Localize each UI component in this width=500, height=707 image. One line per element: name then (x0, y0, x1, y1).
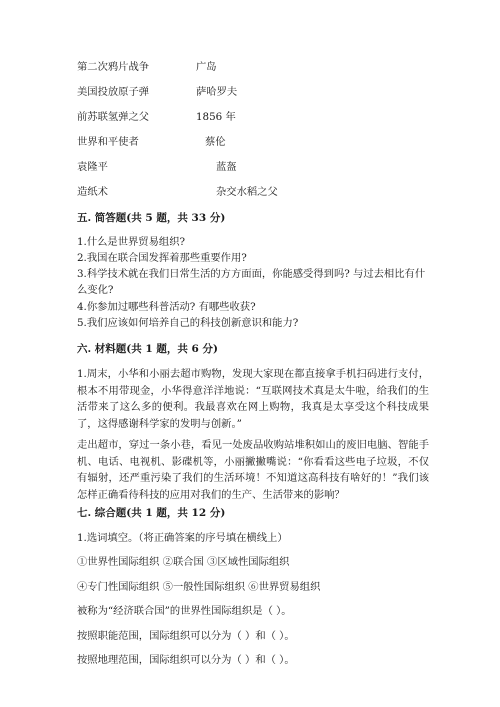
match-left-4: 世界和平使者 (77, 136, 139, 148)
match-right-1: 广岛 (196, 61, 217, 73)
section-5-q1: 1.什么是世界贸易组织? (77, 236, 186, 248)
match-left-6: 造纸术 (77, 186, 108, 198)
section-7-blank-1: 被称为“经济联合国”的世界性国际组织是（ ）。 (77, 605, 292, 617)
match-right-3: 1856 年 (196, 111, 236, 123)
section-6-material-paragraph-1: 1.周末，小华和小丽去超市购物，发现大家现在都直接拿手机扫码进行支付，根本不用带现金，小华得意洋洋地说：“互联网技术真是太牛啦，给我们的生活带来了这么多的便利。我最喜欢在网上购物，我真是太享受这个科技成果了，这得感谢科学家的发明与创新。” (77, 368, 429, 430)
section-5-heading: 五. 简答题(共 5 题，共 33 分) (77, 212, 226, 224)
section-5-q3: 3.科学技术就在我们日常生活的方方面面，你能感受得到吗? 与过去相比有什 (77, 268, 426, 280)
section-7-options-row-1: ①世界性国际组织 ②联合国 ③区域性国际组织 (77, 556, 290, 568)
section-5-q4: 4.你参加过哪些科普活动? 有哪些收获? (77, 301, 256, 313)
match-right-2: 萨哈罗夫 (196, 86, 238, 98)
section-7-instruction: 1.选词填空。（将正确答案的序号填在横线上） (77, 532, 288, 544)
match-left-5: 袁隆平 (77, 161, 108, 173)
section-7-options-row-2: ④专门性国际组织 ⑤一般性国际组织 ⑥世界贸易组织 (77, 581, 321, 593)
section-7-blank-3: 按照地理范围，国际组织可以分为（ ）和（ ）。 (77, 654, 295, 666)
match-left-1: 第二次鸦片战争 (77, 61, 150, 73)
match-right-5: 蓝盔 (216, 161, 237, 173)
section-6-heading: 六. 材料题(共 1 题，共 6 分) (77, 343, 218, 355)
section-7-blank-2: 按照职能范围，国际组织可以分为（ ）和（ ）。 (77, 630, 295, 642)
match-left-3: 前苏联氢弹之父 (77, 111, 150, 123)
match-right-6: 杂交水稻之父 (216, 186, 278, 198)
section-5-q3-cont: 么变化? (77, 284, 114, 296)
section-7-heading: 七. 综合题(共 1 题，共 12 分) (77, 507, 226, 519)
section-6-material-paragraph-2: 走出超市，穿过一条小巷，看见一处废品收购站堆积如山的废旧电脑、智能手机、电话、电视机、影碟机等，小丽撇撇嘴说：“你看看这些电子垃圾，不仅有辐射，还严重污染了我们的生活环境！不知道这高科技有啥好的！”我们该怎样正确看待科技的应用对我们的生产、生活带来的影响？ (77, 439, 429, 501)
match-right-4: 蔡伦 (205, 136, 226, 148)
section-5-q2: 2.我国在联合国发挥着那些重要作用? (77, 252, 247, 264)
section-5-q5: 5.我们应该如何培养自己的科技创新意识和能力? (77, 317, 299, 329)
match-left-2: 美国投放原子弹 (77, 86, 150, 98)
